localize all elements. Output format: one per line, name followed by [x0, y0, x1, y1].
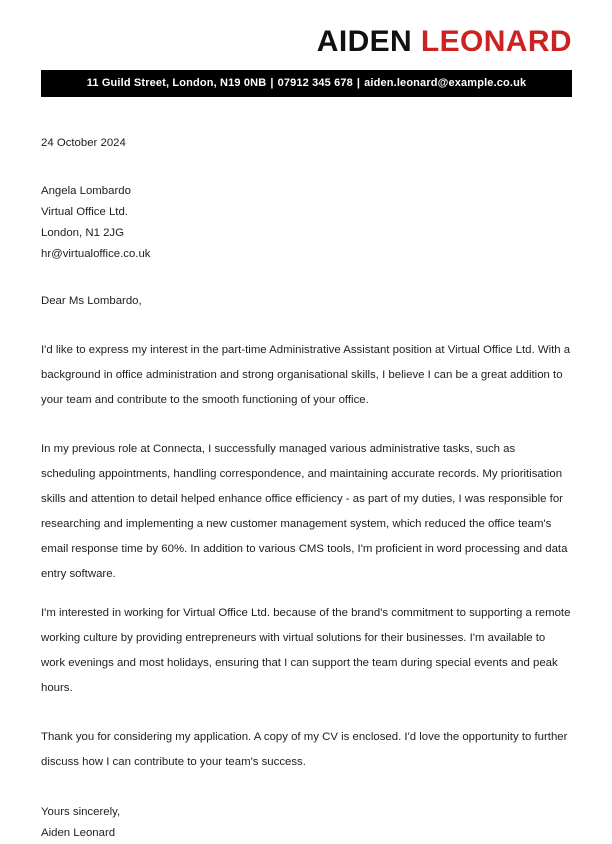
- contact-bar: [41, 70, 572, 97]
- body-paragraph-2: In my previous role at Connecta, I successfully managed various administrative tasks, such as scheduling appointments, handling correspondence, and maintaining accurate records. My prioritisation skills and attention to detail helped enhance office efficiency - as part of my duties, I was responsible for researching and implementing a new customer management system, which reduced the office team's email response time by 60%. In addition to various CMS tools, I'm proficient in word processing and data entry software.: [41, 443, 568, 581]
- contact-separator-2: |: [356, 77, 361, 90]
- contact-separator-1: |: [270, 77, 274, 90]
- recipient-email[interactable]: hr@virtualoffice.co.uk: [41, 248, 151, 261]
- closing-phrase: Yours sincerely,: [41, 806, 121, 819]
- recipient-address: London, N1 2JG: [41, 227, 124, 240]
- body-paragraph-3: I'm interested in working for Virtual Office Ltd. because of the brand's commitment to supporting a remote working culture by providing entrepreneurs with virtual solutions for their businesses. I'm available to work evenings and most holidays, ensuring that I can support the team during special events and peak hours.: [41, 607, 571, 695]
- body-paragraph-1: I'd like to express my interest in the part-time Administrative Assistant position at Virtual Office Ltd. With a background in office administration and strong organisational skills, I believe I can be a great addition to your team and contribute to the smooth functioning of your office.: [41, 344, 571, 407]
- contact-phone[interactable]: 07912 345 678: [277, 77, 353, 90]
- signature-name: Aiden Leonard: [41, 827, 116, 840]
- body-paragraph-4: Thank you for considering my application. A copy of my CV is enclosed. I'd love the opportunity to further discuss how I can contribute to your team's success.: [41, 731, 568, 769]
- applicant-name: [41, 26, 572, 58]
- letterhead: [0, 0, 612, 58]
- applicant-last-name: LEONARD: [420, 25, 572, 58]
- letter-body: [0, 131, 612, 844]
- salutation: Dear Ms Lombardo,: [41, 295, 142, 308]
- recipient-name: Angela Lombardo: [41, 185, 131, 198]
- name-space: [412, 25, 421, 58]
- contact-address: 11 Guild Street, London, N19 0NB: [86, 77, 267, 90]
- signoff-block: [41, 802, 572, 844]
- applicant-first-name: AIDEN: [316, 25, 413, 58]
- recipient-company: Virtual Office Ltd.: [41, 206, 128, 219]
- letter-date: 24 October 2024: [41, 137, 126, 150]
- contact-email[interactable]: aiden.leonard@example.co.uk: [364, 77, 527, 90]
- recipient-block: [41, 181, 572, 265]
